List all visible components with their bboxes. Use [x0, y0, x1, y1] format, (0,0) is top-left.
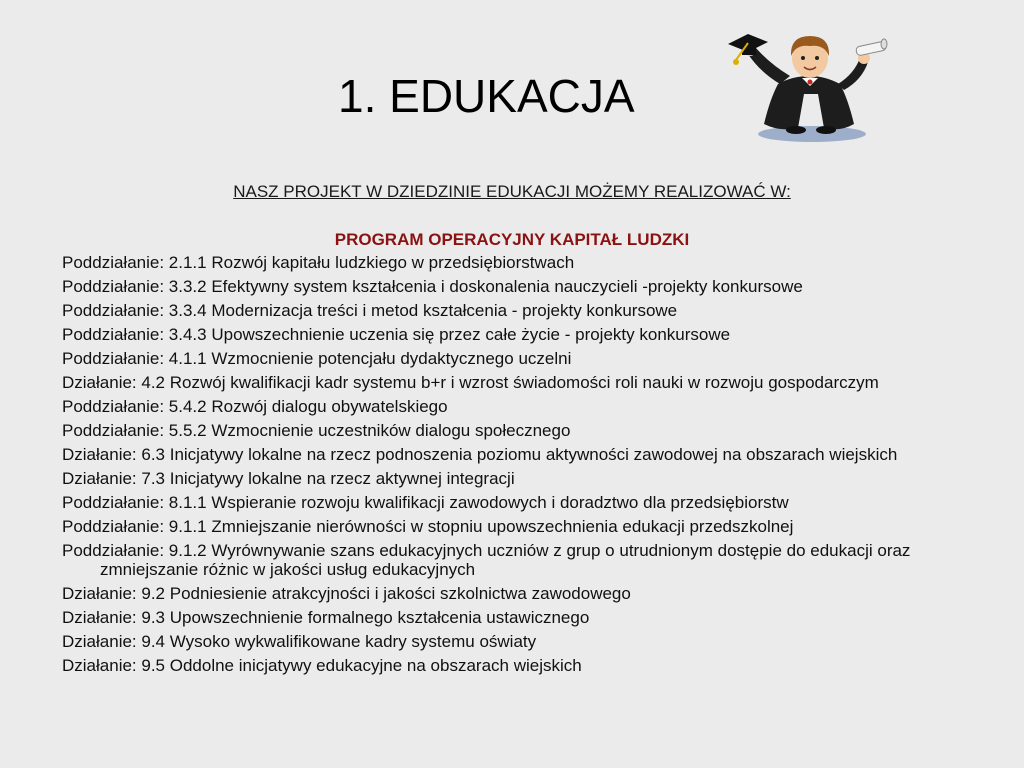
- list-item: Poddziałanie: 5.4.2 Rozwój dialogu obywatelskiego: [62, 397, 448, 416]
- program-heading: PROGRAM OPERACYJNY KAPITAŁ LUDZKI: [334, 230, 690, 249]
- section-subtitle: NASZ PROJEKT W DZIEDZINIE EDUKACJI MOŻEMY REALIZOWAĆ W:: [233, 182, 791, 201]
- list-item: Działanie: 9.4 Wysoko wykwalifikowane kadry systemu oświaty: [62, 632, 537, 651]
- list-item: Poddziałanie: 2.1.1 Rozwój kapitału ludzkiego w przedsiębiorstwach: [62, 253, 575, 272]
- list-item: Działanie: 9.5 Oddolne inicjatywy edukacyjne na obszarach wiejskich: [62, 656, 582, 675]
- list-item: Działanie: 9.3 Upowszechnienie formalnego kształcenia ustawicznego: [62, 608, 590, 627]
- list-item: Poddziałanie: 3.4.3 Upowszechnienie uczenia się przez całe życie - projekty konkursowe: [62, 325, 731, 344]
- list-item: Poddziałanie: 9.1.2 Wyrównywanie szans edukacyjnych uczniów z grup o utrudnionym dostępie do edukacji oraz zmniejszanie różnic w jakości usług edukacyjnych: [62, 541, 911, 579]
- list-item: Poddziałanie: 3.3.2 Efektywny system kształcenia i doskonalenia nauczycieli -projekty konkursowe: [62, 277, 803, 296]
- list-item: Działanie: 9.2 Podniesienie atrakcyjności i jakości szkolnictwa zawodowego: [62, 584, 631, 603]
- list-item: Poddziałanie: 5.5.2 Wzmocnienie uczestników dialogu społecznego: [62, 421, 571, 440]
- list-item: Działanie: 4.2 Rozwój kwalifikacji kadr systemu b+r i wzrost świadomości roli nauki w rozwoju gospodarczym: [62, 373, 879, 392]
- list-item: Działanie: 6.3 Inicjatywy lokalne na rzecz podnoszenia poziomu aktywności zawodowej na obszarach wiejskich: [62, 445, 898, 464]
- list-item: Poddziałanie: 9.1.1 Zmniejszanie nierówności w stopniu upowszechnienia edukacji przedszkolnej: [62, 517, 794, 536]
- slide-title: 1. EDUKACJA: [338, 70, 635, 122]
- list-item: Poddziałanie: 4.1.1 Wzmocnienie potencjału dydaktycznego uczelni: [62, 349, 572, 368]
- measures-list: [62, 253, 982, 680]
- list-item: Działanie: 7.3 Inicjatywy lokalne na rzecz aktywnej integracji: [62, 469, 515, 488]
- list-item: Poddziałanie: 3.3.4 Modernizacja treści i metod kształcenia - projekty konkursowe: [62, 301, 678, 320]
- graduate-clipart-icon: [720, 24, 890, 148]
- list-item: Poddziałanie: 8.1.1 Wspieranie rozwoju kwalifikacji zawodowych i doradztwo dla przedsiębiorstw: [62, 493, 789, 512]
